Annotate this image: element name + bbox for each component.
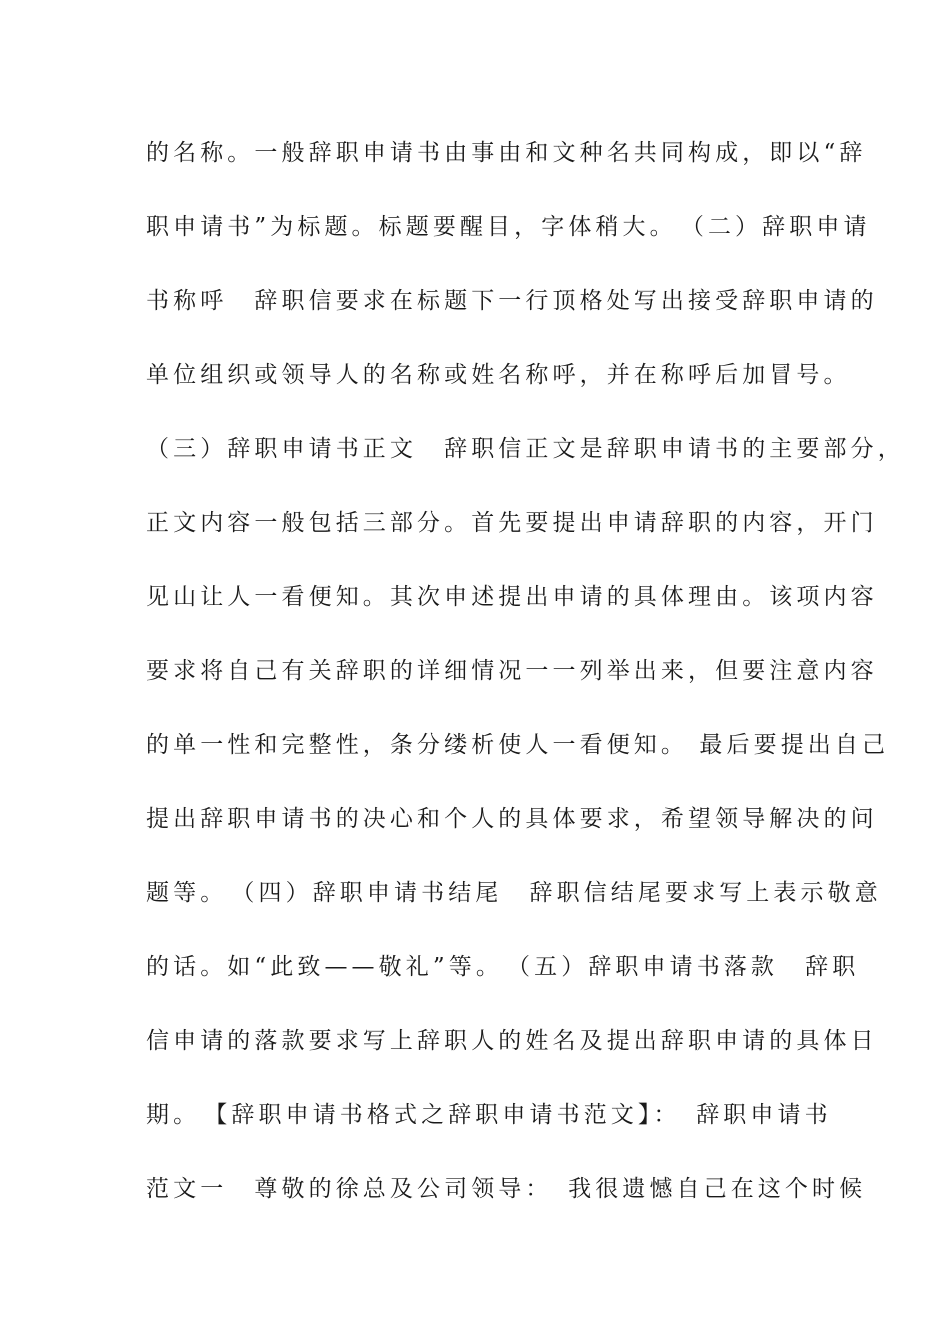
- text-line: 题等。 （四）辞职申请书结尾 辞职信结尾要求写上表示敬意: [146, 880, 882, 906]
- text-line: 单位组织或领导人的名称或姓名称呼，并在称呼后加冒号。: [146, 362, 851, 388]
- text-line: （三）辞职申请书正文 辞职信正文是辞职申请书的主要部分，: [146, 436, 905, 462]
- text-line: 提出辞职申请书的决心和个人的具体要求，希望领导解决的问: [146, 806, 878, 832]
- body-text: [146, 128, 905, 1238]
- text-line: 书称呼 辞职信要求在标题下一行顶格处写出接受辞职申请的: [146, 288, 878, 314]
- text-line: 范文一 尊敬的徐总及公司领导： 我很遗憾自己在这个时候: [146, 1176, 867, 1202]
- text-line: 信申请的落款要求写上辞职人的姓名及提出辞职申请的具体日: [146, 1028, 878, 1054]
- text-line: 的话。如“此致——敬礼”等。 （五）辞职申请书落款 辞职: [146, 954, 860, 980]
- text-line: 的单一性和完整性，条分缕析使人一看便知。 最后要提出自己: [146, 732, 890, 758]
- text-line: 要求将自己有关辞职的详细情况一一列举出来，但要注意内容: [146, 658, 878, 684]
- text-line: 正文内容一般包括三部分。首先要提出申请辞职的内容，开门: [146, 510, 878, 536]
- text-line: 期。 【辞职申请书格式之辞职申请书范文】： 辞职申请书: [146, 1102, 832, 1128]
- text-line: 见山让人一看便知。其次申述提出申请的具体理由。该项内容: [146, 584, 878, 610]
- text-line: 的名称。一般辞职申请书由事由和文种名共同构成，即以“辞: [146, 140, 867, 166]
- text-line: 职申请书”为标题。标题要醒目，字体稍大。 （二）辞职申请: [146, 214, 871, 240]
